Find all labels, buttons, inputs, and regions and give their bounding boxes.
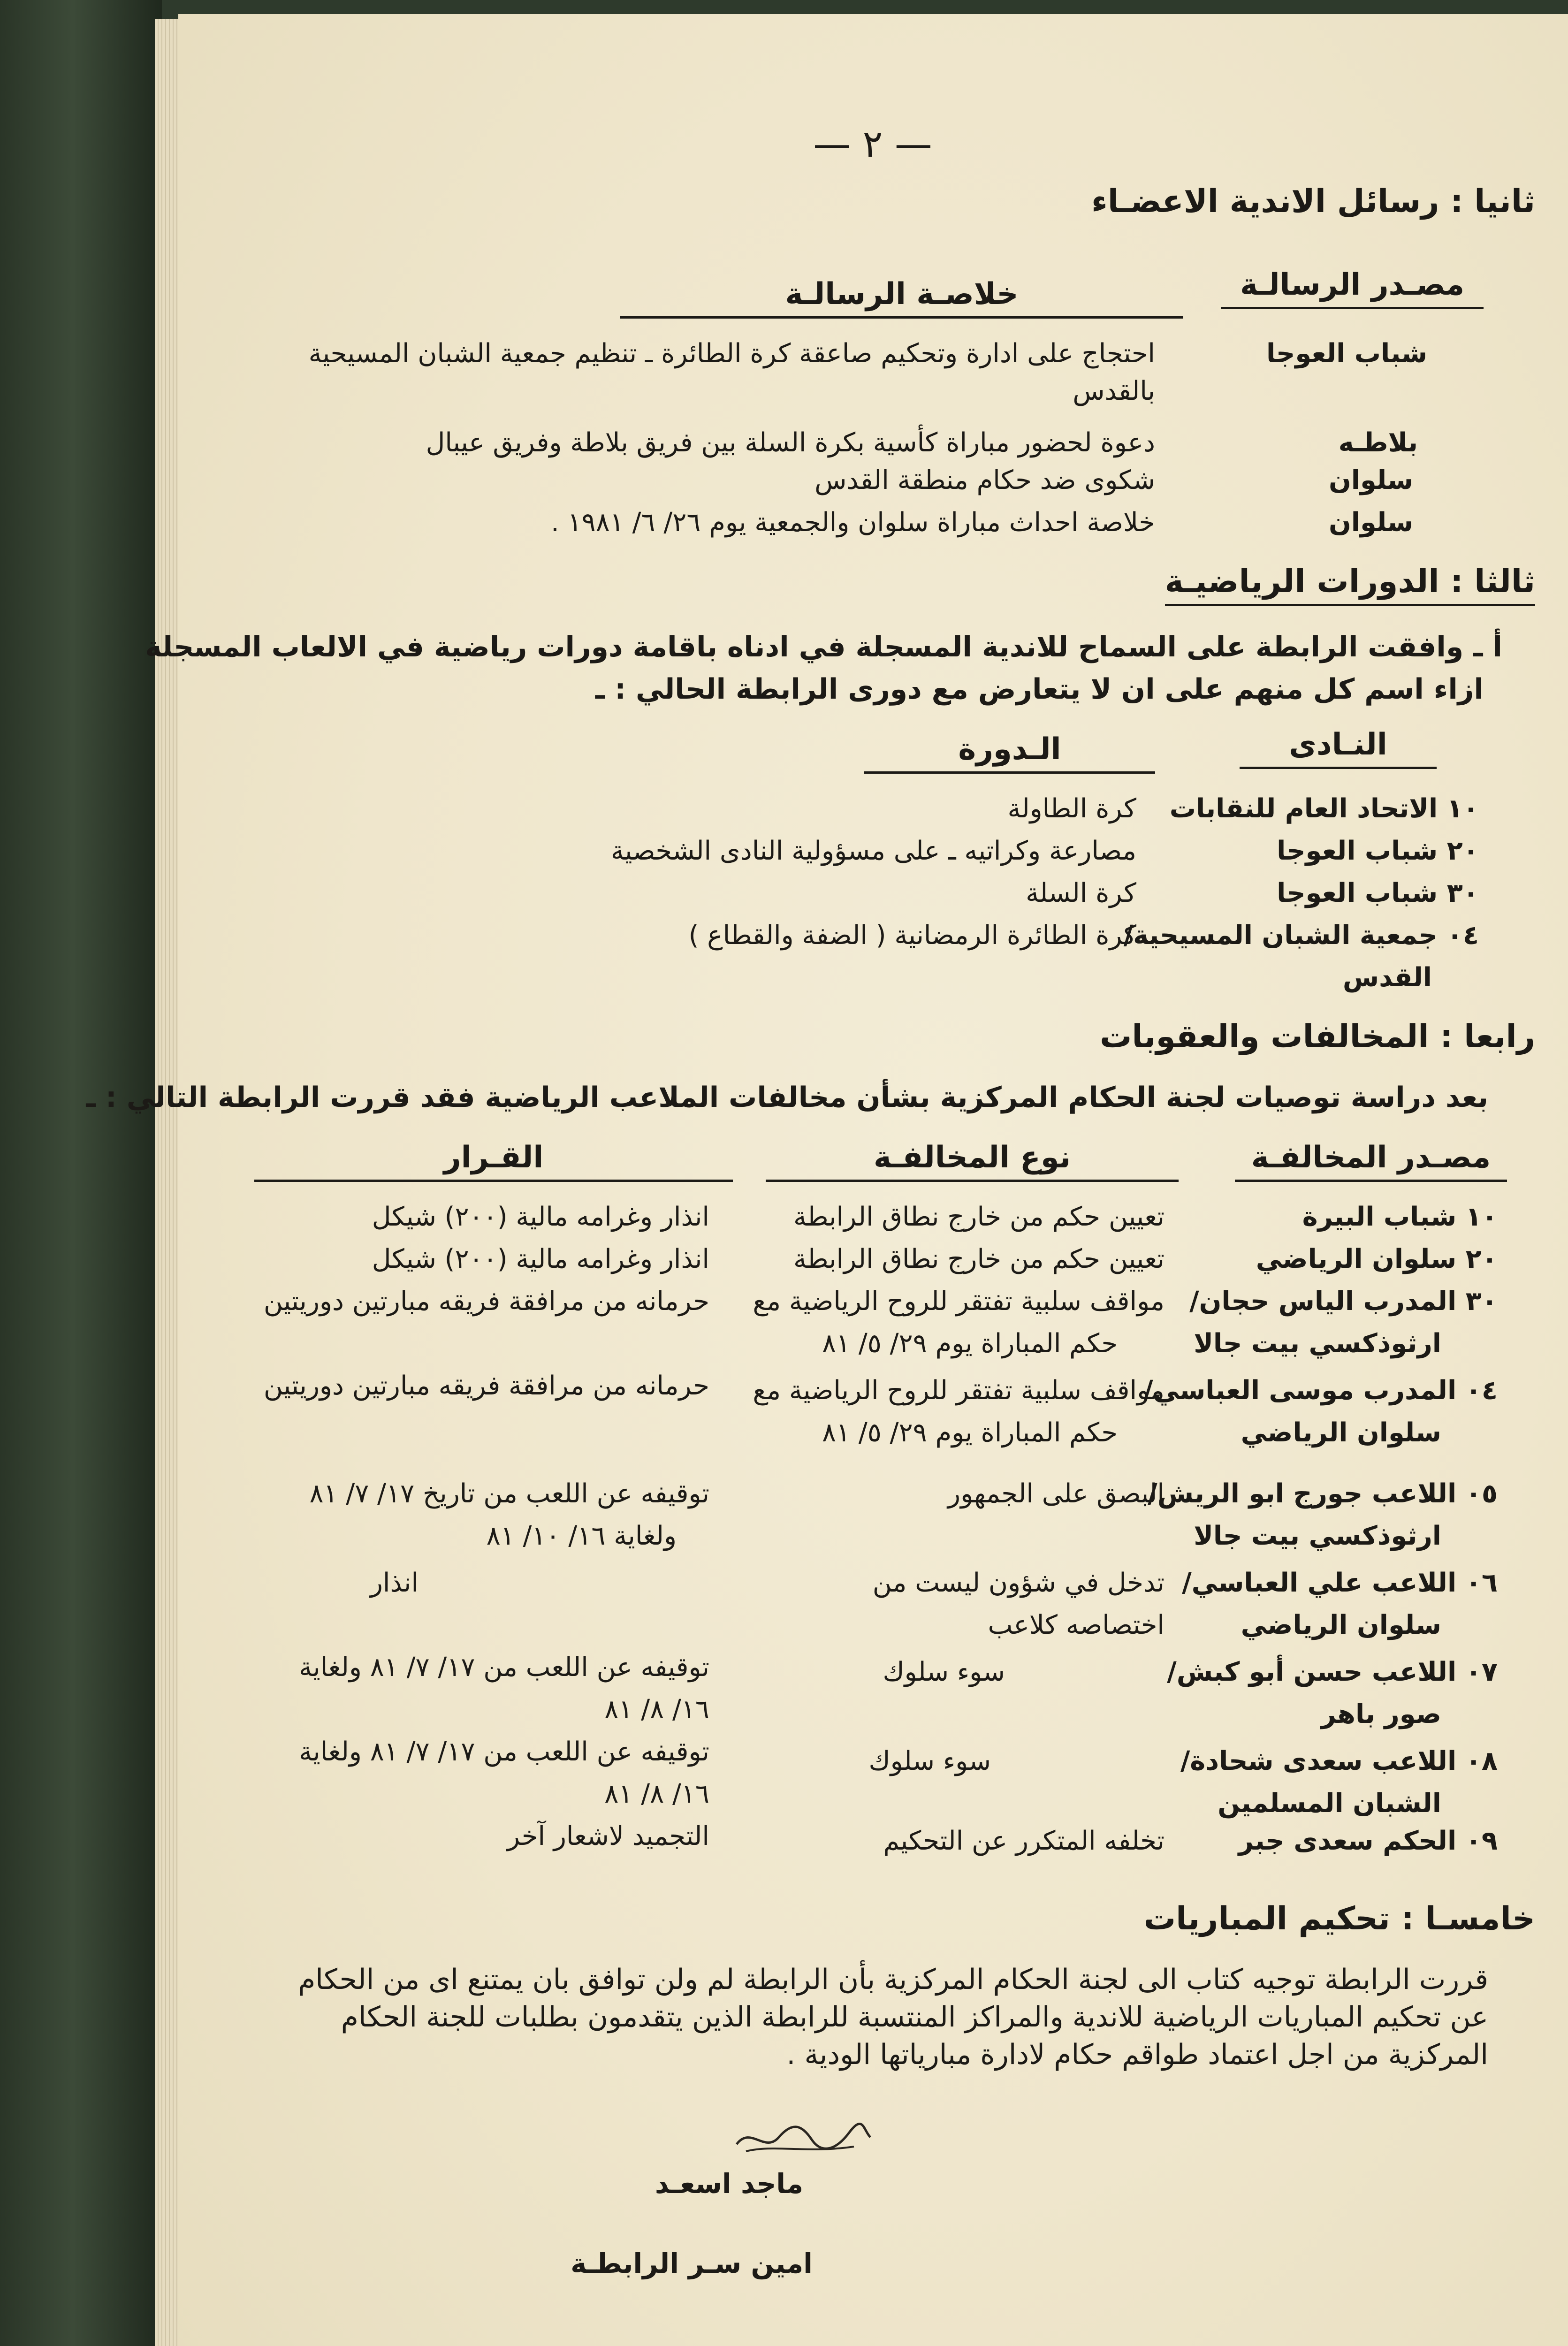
s4-row9-type: تخلفه المتكرر عن التحكيم <box>883 1826 1165 1856</box>
s4-row7-decision: توقيفه عن اللعب من ١٧/ ٧/ ٨١ ولغاية <box>299 1652 709 1683</box>
s3-row4-tournament: كرة الطائرة الرمضانية ( الضفة والقطاع ) <box>688 920 1136 951</box>
s4-row8-decision2: ١٦/ ٨/ ٨١ <box>604 1779 709 1809</box>
s3-row1-tournament: كرة الطاولة <box>1007 793 1136 824</box>
section2-col-summary: خلاصـة الرسالـة <box>620 277 1183 319</box>
section4-title: رابعا : المخالفات والعقوبات <box>1100 1018 1535 1055</box>
s4-row3-decision: حرمانه من مرافقة فريقه مبارتين دوريتين <box>263 1286 709 1317</box>
signatory-name: ماجد اسعـد <box>655 2168 803 2200</box>
s3-row4-club: ٠٤ جمعية الشبان المسيحية/ <box>1123 920 1479 951</box>
s4-row4-decision: حرمانه من مرافقة فريقه مبارتين دوريتين <box>263 1371 709 1401</box>
s4-row4-source2: سلوان الرياضي <box>1241 1417 1441 1448</box>
book-binding <box>0 0 162 2346</box>
document-page <box>86 14 1568 2346</box>
s3-row3-club: ٣٠ شباب العوجا <box>1277 878 1479 908</box>
s4-row9-decision: التجميد لاشعار آخر <box>507 1821 709 1851</box>
handwritten-signature-icon <box>732 2111 873 2163</box>
section2-col-source: مصـدر الرسالـة <box>1221 267 1484 309</box>
s4-row3-source: ٣٠ المدرب الياس حجان/ <box>1189 1286 1498 1317</box>
s4-row8-source2: الشبان المسلمين <box>1218 1788 1441 1819</box>
s3-row1-club: ١٠ الاتحاد العام للنقابات <box>1169 793 1479 824</box>
s2-row4-source: سلوان <box>1328 507 1413 538</box>
s2-row1-summary: احتجاج على ادارة وتحكيم صاعقة كرة الطائرة ـ تنظيم جمعية الشبان المسيحية <box>308 338 1155 369</box>
s3-row4-club2: القدس <box>1342 962 1432 993</box>
s4-row6-type: تدخل في شؤون ليست من <box>872 1568 1165 1598</box>
s2-row2-summary: دعوة لحضور مباراة كأسية بكرة السلة بين فريق بلاطة وفريق عيبال <box>426 427 1155 458</box>
s4-row9-source: ٠٩ الحكم سعدى جبر <box>1238 1826 1498 1856</box>
s4-row6-decision: انذار <box>370 1568 419 1598</box>
s4-row7-source2: صور باهر <box>1321 1699 1441 1729</box>
s2-row3-summary: شكوى ضد حكام منطقة القدس <box>814 465 1155 495</box>
section4-col-type: نوع المخالفـة <box>766 1140 1179 1182</box>
section5-title: خامسـا : تحكيم المباريات <box>1143 1900 1535 1937</box>
s4-row1-source: ١٠ شباب البيرة <box>1302 1202 1498 1232</box>
s3-para-line2: ازاء اسم كل منهم على ان لا يتعارض مع دورى الرابطة الحالي : ـ <box>595 673 1484 706</box>
s3-para-line1: أ ـ وافقت الرابطة على السماح للاندية المسجلة في ادناه باقامة دورات رياضية في الالعاب المسجلة <box>145 631 1502 663</box>
s4-row6-source2: سلوان الرياضي <box>1241 1610 1441 1640</box>
s4-row2-decision: انذار وغرامه مالية (٢٠٠) شيكل <box>372 1244 709 1274</box>
s4-row3-type2: حكم المباراة يوم ٢٩/ ٥/ ٨١ <box>822 1328 1118 1359</box>
s4-row4-type2: حكم المباراة يوم ٢٩/ ٥/ ٨١ <box>822 1417 1118 1448</box>
s4-row3-source2: ارثوذكسي بيت جالا <box>1194 1328 1441 1359</box>
s2-row4-summary: خلاصة احداث مباراة سلوان والجمعية يوم ٢٦/ ٦/ ١٩٨١ . <box>550 507 1155 538</box>
s3-row2-tournament: مصارعة وكراتيه ـ على مسؤولية النادى الشخصية <box>610 836 1136 866</box>
s4-row7-source: ٠٧ اللاعب حسن أبو كبش/ <box>1167 1657 1498 1687</box>
s4-intro: بعد دراسة توصيات لجنة الحكام المركزية بشأن مخالفات الملاعب الرياضية فقد قررت الرابطة التالي : ـ <box>86 1081 1488 1114</box>
s4-row5-decision2: ولغاية ١٦/ ١٠/ ٨١ <box>486 1521 677 1551</box>
s4-row5-source: ٠٥ اللاعب جورج ابو الريش/ <box>1148 1478 1498 1509</box>
s4-row4-type: مواقف سلبية تفتقر للروح الرياضية مع <box>753 1375 1165 1406</box>
s5-line2: عن تحكيم المباريات الرياضية للاندية والمراكز المنتسبة للرابطة الذين يتقدمون بطلبات للجنة الحكام <box>341 2001 1488 2034</box>
s3-row3-tournament: كرة السلة <box>1026 878 1136 908</box>
s2-row1-summary2: بالقدس <box>1073 376 1155 406</box>
s4-row4-source: ٠٤ المدرب موسى العباسي/ <box>1143 1375 1498 1406</box>
s4-row2-type: تعيين حكم من خارج نطاق الرابطة <box>793 1244 1165 1274</box>
s4-row8-decision: توقيفه عن اللعب من ١٧/ ٧/ ٨١ ولغاية <box>299 1737 709 1767</box>
s4-row1-type: تعيين حكم من خارج نطاق الرابطة <box>793 1202 1165 1232</box>
s4-row3-type: مواقف سلبية تفتقر للروح الرياضية مع <box>753 1286 1165 1317</box>
s4-row7-decision2: ١٦/ ٨/ ٨١ <box>604 1694 709 1725</box>
s5-line1: قررت الرابطة توجيه كتاب الى لجنة الحكام المركزية بأن الرابطة لم ولن توافق بان يمتنع اى من الحكام <box>298 1963 1488 1996</box>
s4-row8-type: سوء سلوك <box>868 1746 991 1776</box>
section4-col-source: مصـدر المخالفـة <box>1235 1140 1507 1182</box>
signatory-role: امين سـر الرابطـة <box>571 2247 813 2279</box>
s4-row1-decision: انذار وغرامه مالية (٢٠٠) شيكل <box>372 1202 709 1232</box>
s2-row1-source: شباب العوجا <box>1266 338 1427 369</box>
s2-row2-source: بلاطـه <box>1338 427 1418 458</box>
s4-row5-type: البصق على الجمهور <box>948 1478 1165 1509</box>
s4-row8-source: ٠٨ اللاعب سعدى شحادة/ <box>1180 1746 1498 1776</box>
s4-row6-type2: اختصاصه كلاعب <box>988 1610 1165 1640</box>
s4-row5-decision: توقيفه عن اللعب من تاريخ ١٧/ ٧/ ٨١ <box>309 1478 709 1509</box>
section2-title: ثانيا : رسائل الاندية الاعضـاء <box>1091 183 1535 220</box>
section3-col-tournament: الـدورة <box>864 732 1155 774</box>
s3-row2-club: ٢٠ شباب العوجا <box>1277 836 1479 866</box>
s4-row5-source2: ارثوذكسي بيت جالا <box>1194 1521 1441 1551</box>
page-number: — ٢ — <box>813 122 932 166</box>
s4-row7-type: سوء سلوك <box>883 1657 1005 1687</box>
section3-col-club: النـادى <box>1240 727 1437 769</box>
s4-row6-source: ٠٦ اللاعب علي العباسي/ <box>1182 1568 1498 1598</box>
section3-title: ثالثا : الدورات الرياضيـة <box>1165 563 1535 606</box>
section4-col-decision: القـرار <box>254 1140 733 1182</box>
s4-row2-source: ٢٠ سلوان الرياضي <box>1256 1244 1498 1274</box>
s5-line3: المركزية من اجل اعتماد طواقم حكام لادارة مبارياتها الودية . <box>786 2038 1488 2071</box>
s2-row3-source: سلوان <box>1328 465 1413 495</box>
